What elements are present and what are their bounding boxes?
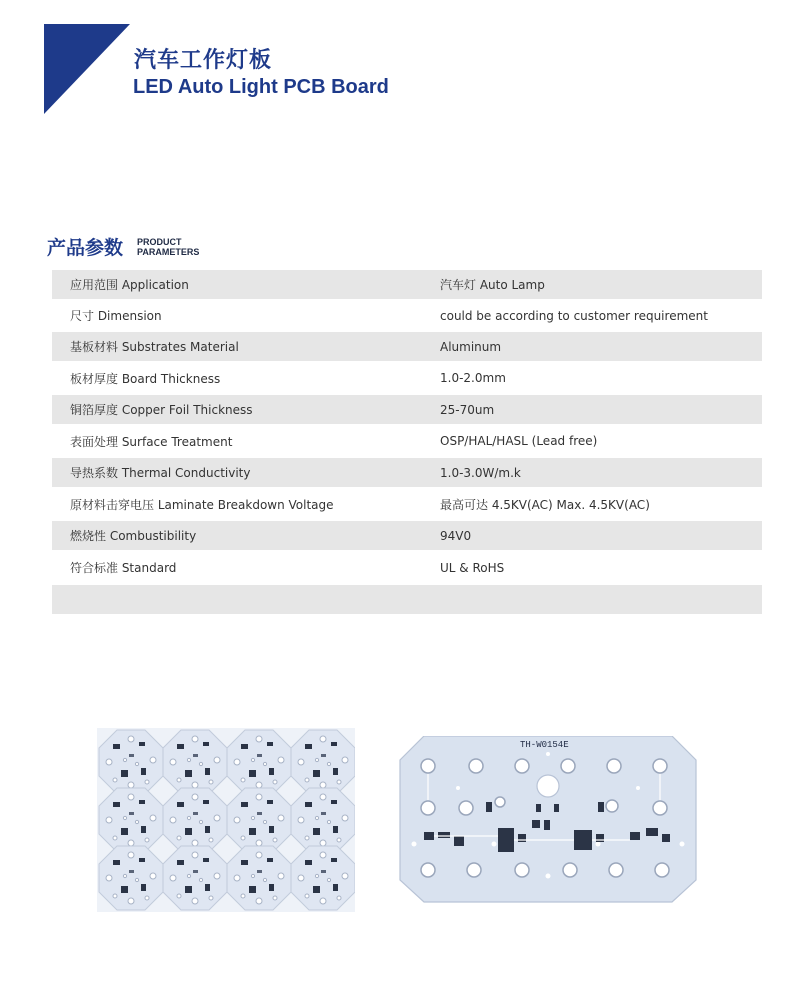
product-photos [0,700,800,940]
parameters-heading-en-line1: PRODUCT [137,237,182,247]
row-label: 尺寸 Dimension [70,309,162,323]
corner-triangle-decoration [44,24,130,114]
table-row [52,458,762,487]
table-row [52,487,762,521]
table-row [52,299,762,332]
row-value: UL & RoHS [440,560,505,575]
table-row [52,270,762,299]
table-row-empty [52,585,762,614]
table-row [52,550,762,585]
pcb-panel-octagonal-photo [97,728,355,912]
row-label: 原材料击穿电压 Laminate Breakdown Voltage [70,497,334,512]
table-row [52,332,762,361]
row-value: OSP/HAL/HASL (Lead free) [440,434,598,448]
row-label: 表面处理 Surface Treatment [70,434,233,449]
pcb-board-auto-light-photo [398,736,698,904]
row-label: 符合标准 Standard [70,561,177,575]
table-row [52,424,762,458]
row-value: could be according to customer requirement [440,308,708,323]
row-label: 板材厚度 Board Thickness [70,371,221,386]
row-label: 基板材料 Substrates Material [70,340,239,354]
row-label: 应用范围 Application [70,278,189,292]
table-row [52,521,762,550]
table-row [52,395,762,424]
row-label: 铜箔厚度 Copper Foil Thickness [70,403,253,417]
row-value: 1.0-3.0W/m.k [440,465,521,480]
row-label: 导热系数 Thermal Conductivity [70,466,251,480]
page-title-cn: 汽车工作灯板 [134,48,273,73]
row-value: 25-70um [440,402,495,417]
page-title-en: LED Auto Light PCB Board [133,76,389,98]
parameters-table [52,270,762,614]
parameters-heading-cn: 产品参数 [47,237,124,259]
row-value: 汽车灯 Auto Lamp [440,278,545,292]
table-row [52,361,762,395]
row-value: Aluminum [440,339,502,354]
parameters-heading-en-line2: PARAMETERS [137,247,200,257]
parameters-heading-en [137,237,217,257]
row-value: 1.0-2.0mm [440,371,506,385]
row-value: 最高可达 4.5KV(AC) Max. 4.5KV(AC) [440,497,650,512]
row-value: 94V0 [440,528,472,543]
board-silkscreen-label: TH-W0154E [520,740,569,750]
row-label: 燃烧性 Combustibility [70,529,197,543]
